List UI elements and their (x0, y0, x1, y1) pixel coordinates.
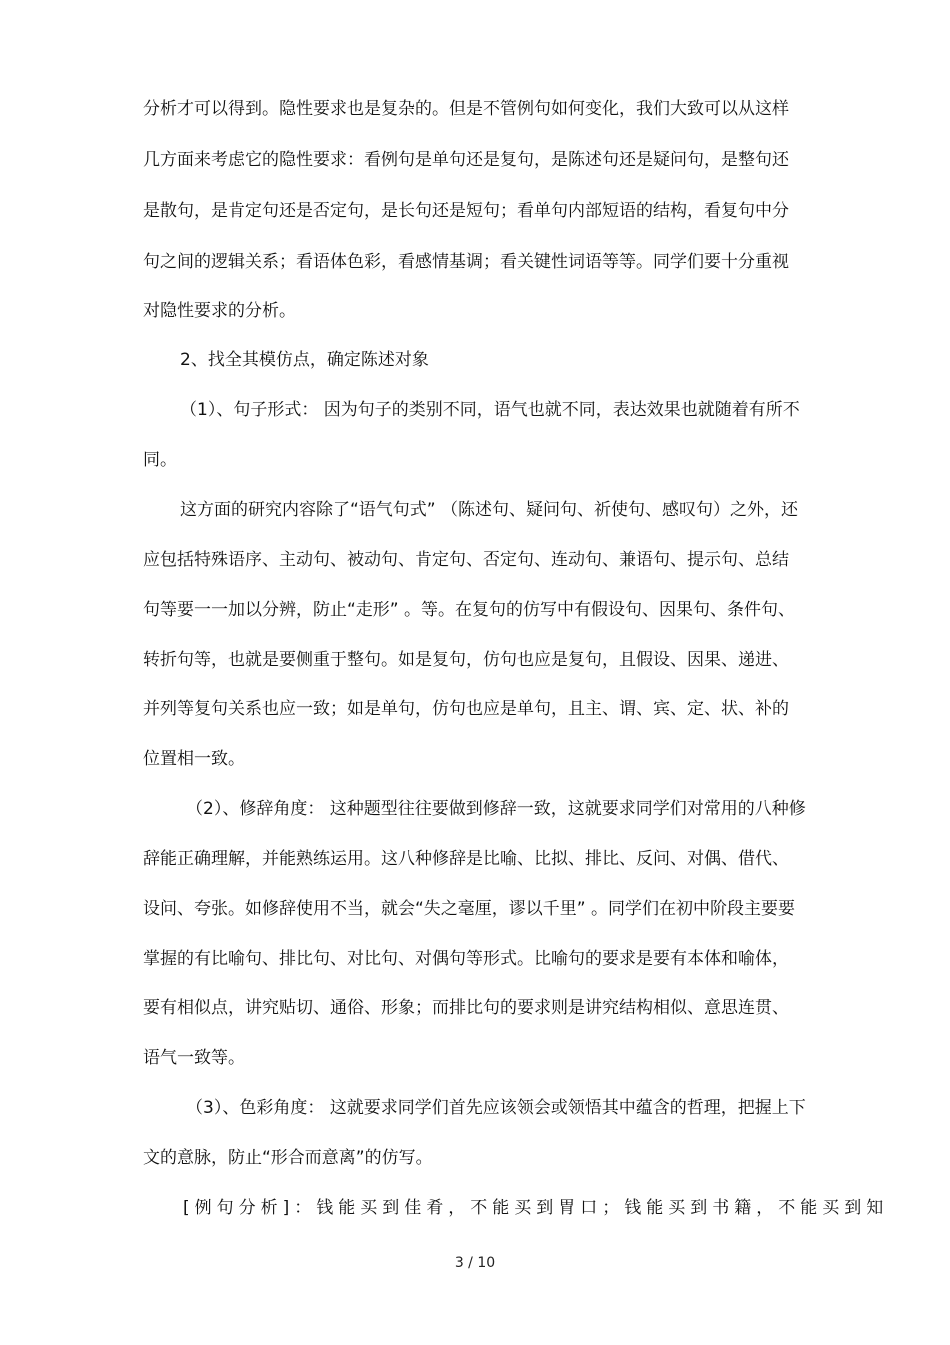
text-line-2: 几方面来考虑它的隐性要求：看例句是单句还是复句，是陈述句还是疑问句，是整句还 (143, 150, 789, 170)
text-line-16: 辞能正确理解，并能熟练运用。这八种修辞是比喻、比拟、排比、反问、对偶、借代、 (143, 849, 789, 869)
section-heading-2: 2、找全其模仿点，确定陈述对象 (180, 350, 429, 370)
text-line-9: 这方面的研究内容除了“语气句式” （陈述句、疑问句、祈使句、感叹句）之外，还 (180, 500, 799, 520)
text-line-19: 要有相似点，讲究贴切、通俗、形象；而排比句的要求则是讲究结构相似、意思连贯、 (143, 998, 789, 1018)
example-analysis-line: [例句分析]：钱能买到佳肴，不能买到胃口；钱能买到书籍，不能买到知 (183, 1198, 889, 1218)
text-line-22: 文的意脉，防止“形合而意离”的仿写。 (143, 1148, 433, 1168)
text-line-11: 句等要一一加以分辨，防止“走形” 。等。在复句的仿写中有假设句、因果句、条件句、 (143, 600, 796, 620)
text-line-4: 句之间的逻辑关系；看语体色彩，看感情基调；看关键性词语等等。同学们要十分重视 (143, 252, 789, 272)
text-line-10: 应包括特殊语序、主动句、被动句、肯定句、否定句、连动句、兼语句、提示句、总结 (143, 550, 789, 570)
text-line-21: （3）、色彩角度： 这就要求同学们首先应该领会或领悟其中蕴含的哲理，把握上下 (186, 1098, 806, 1118)
page-number: 3 / 10 (454, 1255, 496, 1271)
text-line-15: （2）、修辞角度： 这种题型往往要做到修辞一致，这就要求同学们对常用的八种修 (186, 799, 806, 819)
text-line-17: 设问、夸张。如修辞使用不当，就会“失之毫厘，谬以千里” 。同学们在初中阶段主要要 (143, 899, 796, 919)
text-line-12: 转折句等，也就是要侧重于整句。如是复句，仿句也应是复句，且假设、因果、递进、 (143, 650, 789, 670)
text-line-1: 分析才可以得到。隐性要求也是复杂的。但是不管例句如何变化，我们大致可以从这样 (143, 99, 789, 119)
text-line-20: 语气一致等。 (143, 1048, 245, 1068)
text-line-3: 是散句，是肯定句还是否定句，是长句还是短句；看单句内部短语的结构，看复句中分 (143, 201, 789, 221)
text-line-18: 掌握的有比喻句、排比句、对比句、对偶句等形式。比喻句的要求是要有本体和喻体， (143, 949, 789, 969)
text-line-5: 对隐性要求的分析。 (143, 301, 296, 321)
text-line-14: 位置相一致。 (143, 749, 245, 769)
text-line-7: （1）、句子形式： 因为句子的类别不同，语气也就不同，表达效果也就随着有所不 (180, 400, 800, 420)
text-line-8: 同。 (143, 450, 177, 470)
text-line-13: 并列等复句关系也应一致；如是单句，仿句也应是单句，且主、谓、宾、定、状、补的 (143, 699, 789, 719)
